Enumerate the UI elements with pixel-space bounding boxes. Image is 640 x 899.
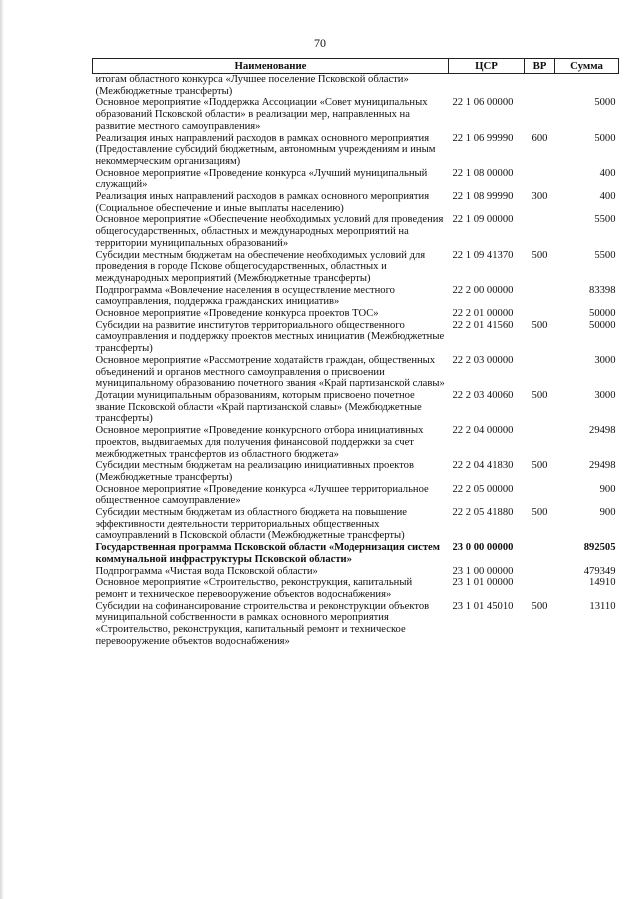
table-row [93, 484, 619, 507]
row-vr: 500 [531, 389, 548, 401]
header-vr: ВР [525, 59, 555, 74]
row-name: Основное мероприятие «Рассмотрение ходатайств граждан, общественных объединений и органов местного самоуправления о присвоении муниципальному образованию почетного звания «Край партизанской славы» [95, 354, 445, 390]
table-row [93, 320, 619, 355]
row-name: Дотации муниципальным образованиям, которым присвоено почетное звание Псковской области «Край партизанской славы» (Межбюджетные трансферты) [95, 389, 422, 425]
row-sum: 900 [599, 483, 616, 495]
table-row [93, 577, 619, 600]
table-row [93, 566, 619, 578]
row-csr: 22 1 09 41370 [452, 249, 514, 261]
table-row [93, 355, 619, 390]
row-name: Субсидии на развитие институтов территориального общественного самоуправления и поддержку проектов местных инициатив (Межбюджетные трансферты) [95, 319, 445, 355]
table-row [93, 285, 619, 308]
row-sum: 5500 [594, 214, 616, 226]
budget-table [92, 58, 619, 647]
row-vr: 300 [531, 191, 548, 203]
row-csr: 22 2 03 40060 [452, 389, 514, 401]
row-sum: 400 [599, 167, 616, 179]
row-csr: 22 2 04 41830 [452, 460, 514, 472]
row-name: Государственная программа Псковской области «Модернизация систем коммунальной инфраструктуры Псковской области» [95, 542, 440, 565]
table-row [93, 250, 619, 285]
row-csr: 23 0 00 00000 [452, 542, 514, 554]
row-vr [525, 355, 555, 390]
row-csr: 23 1 01 45010 [452, 600, 514, 612]
row-name: Субсидии местным бюджетам из областного бюджета на повышение эффективности деятельности территориальных общественных самоуправлений в Псковской области (Межбюджетные трансферты) [95, 507, 407, 542]
row-vr [525, 285, 555, 308]
table-row [93, 191, 619, 214]
row-name: Основное мероприятие «Обеспечение необходимых условий для проведения общегосударственных, областных и международных мероприятий на территории муниципальных образований» [95, 214, 444, 249]
row-csr: 22 2 00 00000 [452, 284, 514, 296]
row-csr: 23 1 00 00000 [452, 565, 514, 577]
table-row [93, 542, 619, 565]
row-csr: 22 2 01 00000 [452, 308, 514, 320]
row-sum: 5000 [594, 97, 616, 109]
row-vr [525, 214, 555, 249]
row-csr: 22 2 05 00000 [452, 483, 514, 495]
row-name: Реализация иных направлений расходов в рамках основного мероприятия (Предоставление субсидий бюджетным, автономным учреждениям и иным некоммерческим организациям) [95, 132, 436, 167]
row-vr [525, 168, 555, 191]
row-name: Основное мероприятие «Поддержка Ассоциации «Совет муниципальных образований Псковской области» в реализации мер, направленных на развитие местного самоуправления» [95, 97, 428, 132]
row-name: Реализация иных направлений расходов в рамках основного мероприятия (Социальное обеспечение и иные выплаты населению) [95, 191, 430, 214]
row-vr [525, 97, 555, 132]
row-sum: 29498 [589, 460, 616, 472]
scan-edge [0, 0, 4, 899]
table-row [93, 460, 619, 483]
row-name: Субсидии местным бюджетам на реализацию инициативных проектов (Межбюджетные трансферты) [95, 460, 414, 483]
header-sum: Сумма [555, 59, 619, 74]
row-vr [525, 542, 555, 565]
row-csr: 22 1 06 99990 [452, 132, 514, 144]
row-sum: 83398 [589, 284, 616, 296]
row-sum: 14910 [589, 577, 616, 589]
table-row [93, 507, 619, 542]
row-csr: 22 2 05 41880 [452, 507, 514, 519]
row-name: итогам областного конкурса «Лучшее поселение Псковской области» (Межбюджетные трансферты) [95, 74, 409, 97]
row-sum: 479349 [583, 565, 616, 577]
table-row [93, 601, 619, 648]
row-sum: 29498 [589, 425, 616, 437]
row-name: Основное мероприятие «Проведение конкурсного отбора инициативных проектов, выдвигаемых для получения финансовой поддержки за счет межбюджетных трансфертов из областного бюджета» [95, 425, 424, 460]
row-vr [525, 74, 555, 98]
row-name: Основное мероприятие «Строительство, реконструкция, капитальный ремонт и техническое перевооружение объектов водоснабжения» [95, 577, 413, 600]
table-row [93, 308, 619, 320]
row-sum: 13110 [589, 600, 616, 612]
row-sum: 5500 [594, 249, 616, 261]
row-vr: 500 [531, 460, 548, 472]
row-sum: 892505 [583, 542, 616, 554]
row-vr [525, 566, 555, 578]
row-csr: 22 2 03 00000 [452, 354, 514, 366]
row-csr: 22 1 06 00000 [452, 97, 514, 109]
row-name: Основное мероприятие «Проведение конкурса «Лучшее территориальное общественное самоуправление» [95, 483, 429, 507]
row-vr: 500 [531, 249, 548, 261]
table-row [93, 425, 619, 460]
table-row [93, 97, 619, 132]
row-vr: 500 [531, 319, 548, 331]
table-row [93, 168, 619, 191]
table-row [93, 133, 619, 168]
row-csr: 23 1 01 00000 [452, 577, 514, 589]
row-name: Подпрограмма «Чистая вода Псковской области» [95, 565, 318, 577]
row-vr: 500 [531, 600, 548, 612]
row-name: Подпрограмма «Вовлечение населения в осуществление местного самоуправления, поддержка гражданских инициатив» [95, 284, 395, 308]
row-csr: 22 2 01 41560 [452, 319, 514, 331]
row-sum: 900 [599, 507, 616, 519]
row-name: Субсидии местным бюджетам на обеспечение необходимых условий для проведения в городе Пскове общегосударственных, областных и международных мероприятий (Межбюджетные трансферты) [95, 249, 426, 284]
row-name: Основное мероприятие «Проведение конкурса «Лучший муниципальный служащий» [95, 167, 428, 191]
row-sum: 50000 [589, 319, 616, 331]
row-vr [525, 577, 555, 600]
row-csr: 22 1 08 99990 [452, 191, 514, 203]
row-sum: 400 [599, 191, 616, 203]
header-name: Наименование [93, 59, 449, 74]
row-sum: 5000 [594, 132, 616, 144]
row-vr: 600 [531, 132, 548, 144]
row-sum: 50000 [589, 308, 616, 320]
row-sum [555, 74, 619, 98]
table-header-row [93, 59, 619, 74]
row-name: Основное мероприятие «Проведение конкурса проектов ТОС» [95, 308, 379, 320]
row-vr [525, 308, 555, 320]
row-csr [449, 74, 525, 98]
row-csr: 22 1 09 00000 [452, 214, 514, 226]
table-row [93, 390, 619, 425]
table-row [93, 214, 619, 249]
row-vr [525, 484, 555, 507]
row-name: Субсидии на софинансирование строительства и реконструкции объектов муниципальной собственности в рамках основного мероприятия «Строительство, реконструкция, капитальный ремонт и техническое перевооружение объектов водоснабжения» [95, 600, 430, 647]
row-csr: 22 2 04 00000 [452, 425, 514, 437]
row-vr: 500 [531, 507, 548, 519]
row-csr: 22 1 08 00000 [452, 167, 514, 179]
row-sum: 3000 [594, 354, 616, 366]
table-row [93, 74, 619, 98]
header-csr: ЦСР [449, 59, 525, 74]
row-sum: 3000 [594, 389, 616, 401]
page-number: 70 [314, 36, 326, 50]
row-vr [525, 425, 555, 460]
